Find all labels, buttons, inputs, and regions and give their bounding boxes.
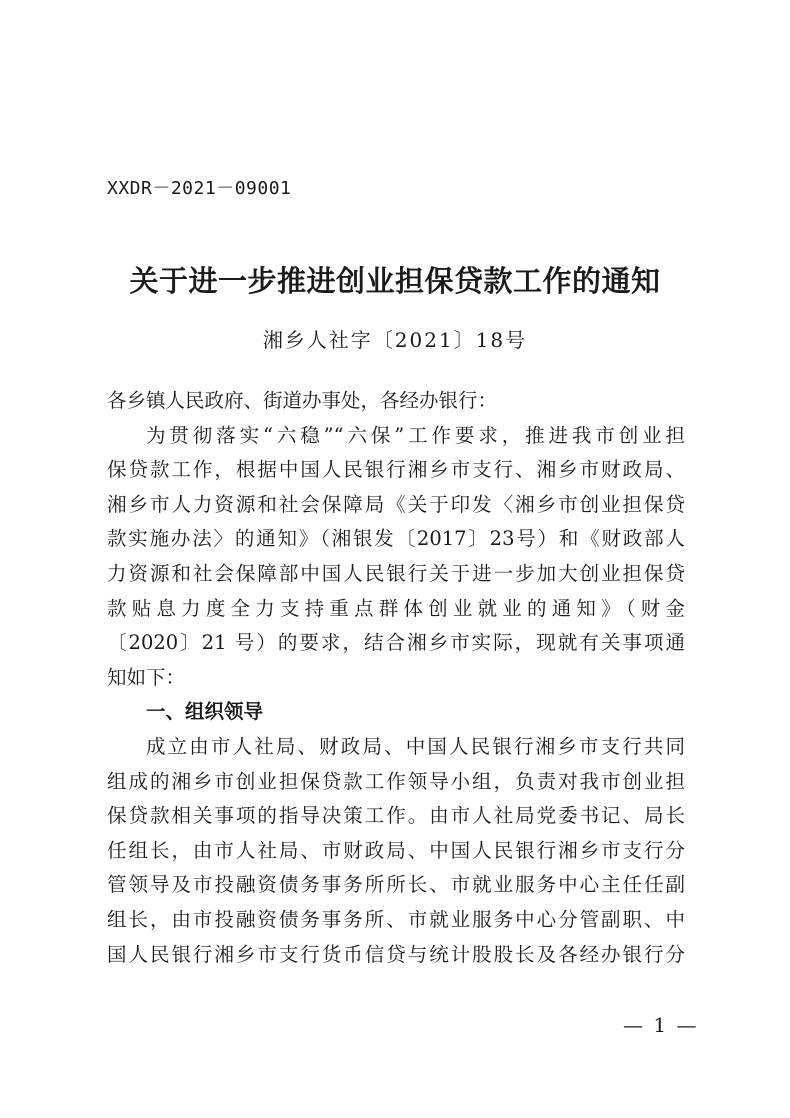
document-number: XXDR－2021－09001 [107,178,292,199]
document-body [107,384,685,972]
paragraph-line: 保贷款工作，根据中国人民银行湘乡市支行、湘乡市财政局、 [107,458,685,482]
reference-number: 湘乡人社字〔2021〕18号 [262,328,528,352]
document-title: 关于进一步推进创业担保贷款工作的通知 [129,264,661,298]
paragraph-line: 湘乡市人力资源和社会保障局《关于印发〈湘乡市创业担保贷 [107,492,685,516]
paragraph-line: 力资源和社会保障部中国人民银行关于进一步加大创业担保贷 [107,561,685,585]
paragraph-line: 组长，由市投融资债务事务所、市就业服务中心分管副职、中 [107,907,685,931]
page-number: — 1 — [623,1013,699,1037]
paragraph-line: 组成的湘乡市创业担保贷款工作领导小组，负责对我市创业担 [107,769,685,793]
paragraph-line: 国人民银行湘乡市支行货币信贷与统计股股长及各经办银行分 [107,942,685,966]
paragraph-line: 〔2020〕21 号）的要求，结合湘乡市实际，现就有关事项通 [107,631,685,655]
paragraph-line: 保贷款相关事项的指导决策工作。由市人社局党委书记、局长 [107,804,685,828]
paragraph-line: 为贯彻落实“六稳”“六保”工作要求，推进我市创业担 [146,423,685,447]
paragraph-line: 管领导及市投融资债务事务所所长、市就业服务中心主任任副 [107,873,685,897]
paragraph-line: 成立由市人社局、财政局、中国人民银行湘乡市支行共同 [146,734,685,758]
salutation: 各乡镇人民政府、街道办事处，各经办银行： [107,389,498,412]
paragraph-line: 款实施办法〉的通知》（湘银发〔2017〕23号）和《财政部人 [107,527,685,551]
paragraph-line: 款贴息力度全力支持重点群体创业就业的通知》（财金 [107,596,685,620]
section-heading: 一、组织领导 [146,700,264,724]
paragraph-line: 任组长，由市人社局、市财政局、中国人民银行湘乡市支行分 [107,838,685,862]
paragraph-line: 知如下： [107,665,186,689]
